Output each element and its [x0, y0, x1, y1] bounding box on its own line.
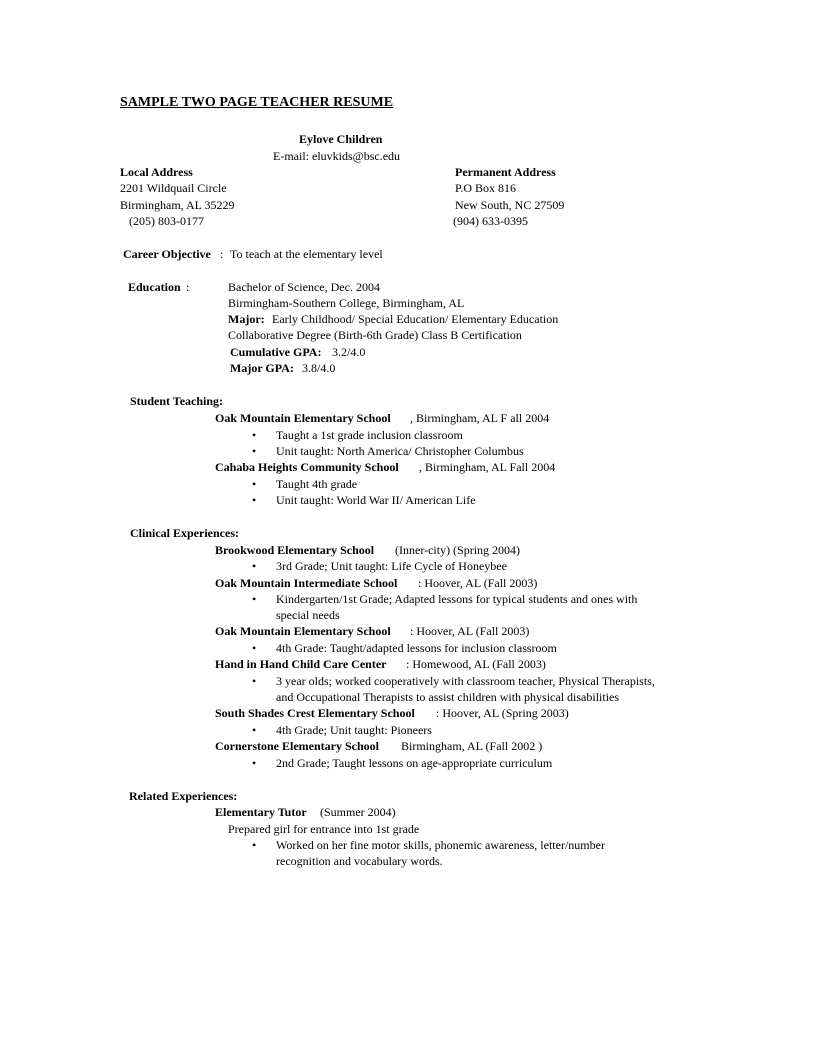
clinical-5-name: South Shades Crest Elementary School: [215, 706, 415, 720]
clinical-2-name: Oak Mountain Intermediate School: [215, 576, 398, 590]
candidate-name: Eylove Children: [299, 132, 383, 146]
bullet-icon: •: [252, 428, 257, 442]
related-1-bullet-1b: recognition and vocabulary words.: [276, 854, 443, 868]
education-separator: :: [186, 280, 190, 294]
clinical-6-bullet-1: 2nd Grade; Taught lessons on age-appropriate curriculum: [276, 756, 553, 770]
permanent-phone: (904) 633-0395: [453, 214, 528, 228]
permanent-address-heading: Permanent Address: [455, 165, 556, 179]
clinical-3-bullet-1: 4th Grade: Taught/adapted lessons for inclusion classroom: [276, 641, 557, 655]
clinical-3-detail: : Hoover, AL (Fall 2003): [410, 624, 530, 638]
major-gpa-label: Major GPA:: [230, 361, 294, 375]
related-heading: Related Experiences:: [129, 789, 238, 803]
local-address-line2: Birmingham, AL 35229: [120, 198, 235, 212]
clinical-1-name: Brookwood Elementary School: [215, 543, 375, 557]
clinical-6-detail: Birmingham, AL (Fall 2002 ): [401, 739, 543, 753]
related-1-detail: (Summer 2004): [320, 805, 396, 819]
related-1-bullet-1a: Worked on her fine motor skills, phonemic awareness, letter/number: [276, 838, 605, 852]
bullet-icon: •: [252, 493, 257, 507]
education-label: Education: [128, 280, 181, 294]
bullet-icon: •: [252, 641, 257, 655]
cumulative-gpa-label: Cumulative GPA:: [230, 345, 322, 359]
clinical-6-name: Cornerstone Elementary School: [215, 739, 379, 753]
clinical-1-bullet-1: 3rd Grade; Unit taught: Life Cycle of Honeybee: [276, 559, 507, 573]
student-school-1-detail: , Birmingham, AL F all 2004: [410, 411, 550, 425]
related-1-subtitle: Prepared girl for entrance into 1st grade: [228, 822, 420, 836]
objective-separator: :: [220, 247, 224, 261]
major-gpa-value: 3.8/4.0: [302, 361, 336, 375]
student-school-2-name: Cahaba Heights Community School: [215, 460, 399, 474]
clinical-4-name: Hand in Hand Child Care Center: [215, 657, 387, 671]
bullet-icon: •: [252, 756, 257, 770]
bullet-icon: •: [252, 559, 257, 573]
education-degree: Bachelor of Science, Dec. 2004: [228, 280, 380, 294]
clinical-5-bullet-1: 4th Grade; Unit taught: Pioneers: [276, 723, 432, 737]
clinical-3-name: Oak Mountain Elementary School: [215, 624, 391, 638]
clinical-4-detail: : Homewood, AL (Fall 2003): [406, 657, 546, 671]
clinical-4-bullet-1a: 3 year olds; worked cooperatively with classroom teacher, Physical Therapists,: [276, 674, 655, 688]
clinical-2-bullet-1b: special needs: [276, 608, 340, 622]
student-school-1-name: Oak Mountain Elementary School: [215, 411, 391, 425]
education-college: Birmingham-Southern College, Birmingham, AL: [228, 296, 465, 310]
education-major-text: Early Childhood/ Special Education/ Elementary Education: [272, 312, 559, 326]
bullet-icon: •: [252, 477, 257, 491]
permanent-address-line2: New South, NC 27509: [455, 198, 565, 212]
objective-label: Career Objective: [123, 247, 211, 261]
student-school-1-bullet-2: Unit taught: North America/ Christopher Columbus: [276, 444, 524, 458]
local-address-line1: 2201 Wildquail Circle: [120, 181, 227, 195]
clinical-heading: Clinical Experiences:: [130, 526, 239, 540]
local-phone: (205) 803-0177: [129, 214, 204, 228]
clinical-2-bullet-1a: Kindergarten/1st Grade; Adapted lessons for typical students and ones with: [276, 592, 638, 606]
clinical-5-detail: : Hoover, AL (Spring 2003): [436, 706, 569, 720]
student-school-2-bullet-1: Taught 4th grade: [276, 477, 358, 491]
bullet-icon: •: [252, 674, 257, 688]
objective-text: To teach at the elementary level: [230, 247, 383, 261]
related-1-name: Elementary Tutor: [215, 805, 307, 819]
bullet-icon: •: [252, 444, 257, 458]
clinical-4-bullet-1b: and Occupational Therapists to assist children with physical disabilities: [276, 690, 620, 704]
bullet-icon: •: [252, 592, 257, 606]
candidate-email: E-mail: eluvkids@bsc.edu: [273, 149, 401, 163]
student-school-2-bullet-2: Unit taught: World War II/ American Life: [276, 493, 476, 507]
student-teaching-heading: Student Teaching:: [130, 394, 224, 408]
education-collaborative: Collaborative Degree (Birth-6th Grade) Class B Certification: [228, 328, 522, 342]
cumulative-gpa-value: 3.2/4.0: [332, 345, 366, 359]
clinical-2-detail: : Hoover, AL (Fall 2003): [418, 576, 538, 590]
local-address-heading: Local Address: [120, 165, 193, 179]
student-school-2-detail: , Birmingham, AL Fall 2004: [419, 460, 556, 474]
permanent-address-line1: P.O Box 816: [455, 181, 517, 195]
student-school-1-bullet-1: Taught a 1st grade inclusion classroom: [276, 428, 463, 442]
clinical-1-detail: (Inner-city) (Spring 2004): [395, 543, 521, 557]
resume-title: SAMPLE TWO PAGE TEACHER RESUME: [120, 95, 394, 110]
education-major-label: Major:: [228, 312, 265, 326]
bullet-icon: •: [252, 838, 257, 852]
bullet-icon: •: [252, 723, 257, 737]
